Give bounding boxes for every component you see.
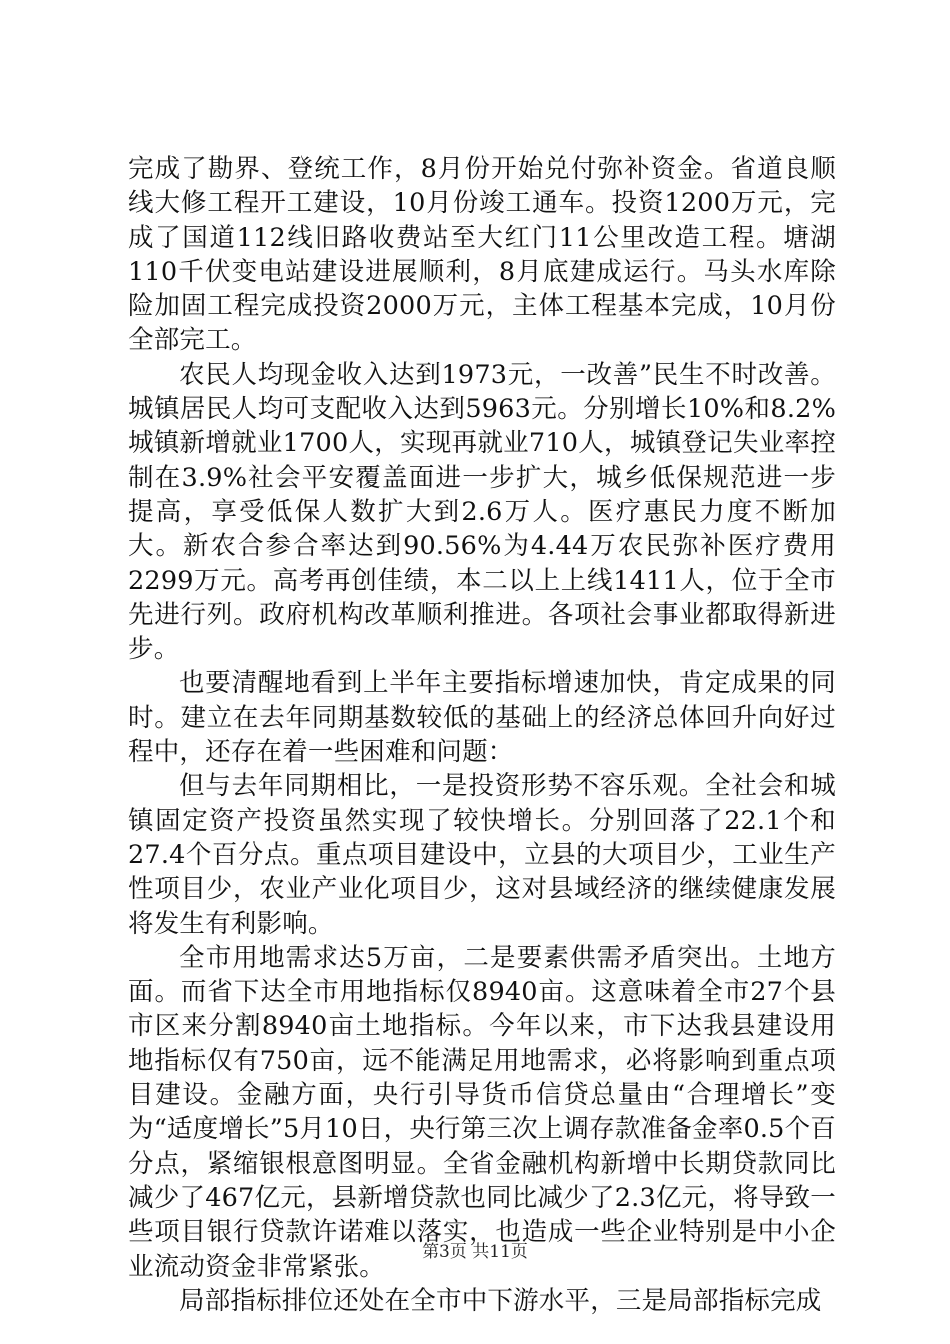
paragraph: 但与去年同期相比，一是投资形势不容乐观。全社会和城镇固定资产投资虽然实现了较快增长。分别回落了22.1个和27.4个百分点。重点项目建设中，立县的大项目少，工业生产性项目少，农业产业化项目少，这对县域经济的继续健康发展将发生有利影响。 xyxy=(128,771,836,939)
page-number-footer: 第3页 共11页 xyxy=(422,1242,528,1262)
paragraph: 局部指标排位还处在全市中下游水平，三是局部指标完成 xyxy=(179,1285,822,1316)
paragraph: 完成了勘界、登统工作，8月份开始兑付弥补资金。省道良顺线大修工程开工建设，10月份竣工通车。投资1200万元，完成了国道112线旧路收费站至大红门11公里改造工程。塘湖110千伏变电站建设进展顺利，8月底建成运行。马头水库除险加固工程完成投资2000万元，主体工程基本完成，10月份全部完工。 xyxy=(128,154,836,356)
paragraph: 全市用地需求达5万亩，二是要素供需矛盾突出。土地方面。而省下达全市用地指标仅8940亩。这意味着全市27个县市区来分割8940亩土地指标。今年以来，市下达我县建设用地指标仅有750亩，远不能满足用地需求，必将影响到重点项目建设。金融方面，央行引导货币信贷总量由“合理增长”变为“适度增长”5月10日，央行第三次上调存款准备金率0.5个百分点，紧缩银根意图明显。全省金融机构新增中长期贷款同比减少了467亿元，县新增贷款也同比减少了2.3亿元，将导致一些项目银行贷款许诺难以落实，也造成一些企业特别是中小企业流动资金非常紧张。 xyxy=(128,942,836,1282)
paragraph: 也要清醒地看到上半年主要指标增速加快，肯定成果的同时。建立在去年同期基数较低的基础上的经济总体回升向好过程中，还存在着一些困难和问题： xyxy=(128,668,836,768)
document-body xyxy=(128,152,836,1318)
paragraph: 农民人均现金收入达到1973元，一改善”民生不时改善。城镇居民人均可支配收入达到5963元。分别增长10%和8.2%城镇新增就业1700人，实现再就业710人，城镇登记失业率控制在3.9%社会平安覆盖面进一步扩大，城乡低保规范进一步提高，享受低保人数扩大到2.6万人。医疗惠民力度不断加大。新农合参合率达到90.56%为4.44万农民弥补医疗费用2299万元。高考再创佳绩，本二以上上线1411人，位于全市先进行列。政府机构改革顺利推进。各项社会事业都取得新进步。 xyxy=(128,359,836,665)
